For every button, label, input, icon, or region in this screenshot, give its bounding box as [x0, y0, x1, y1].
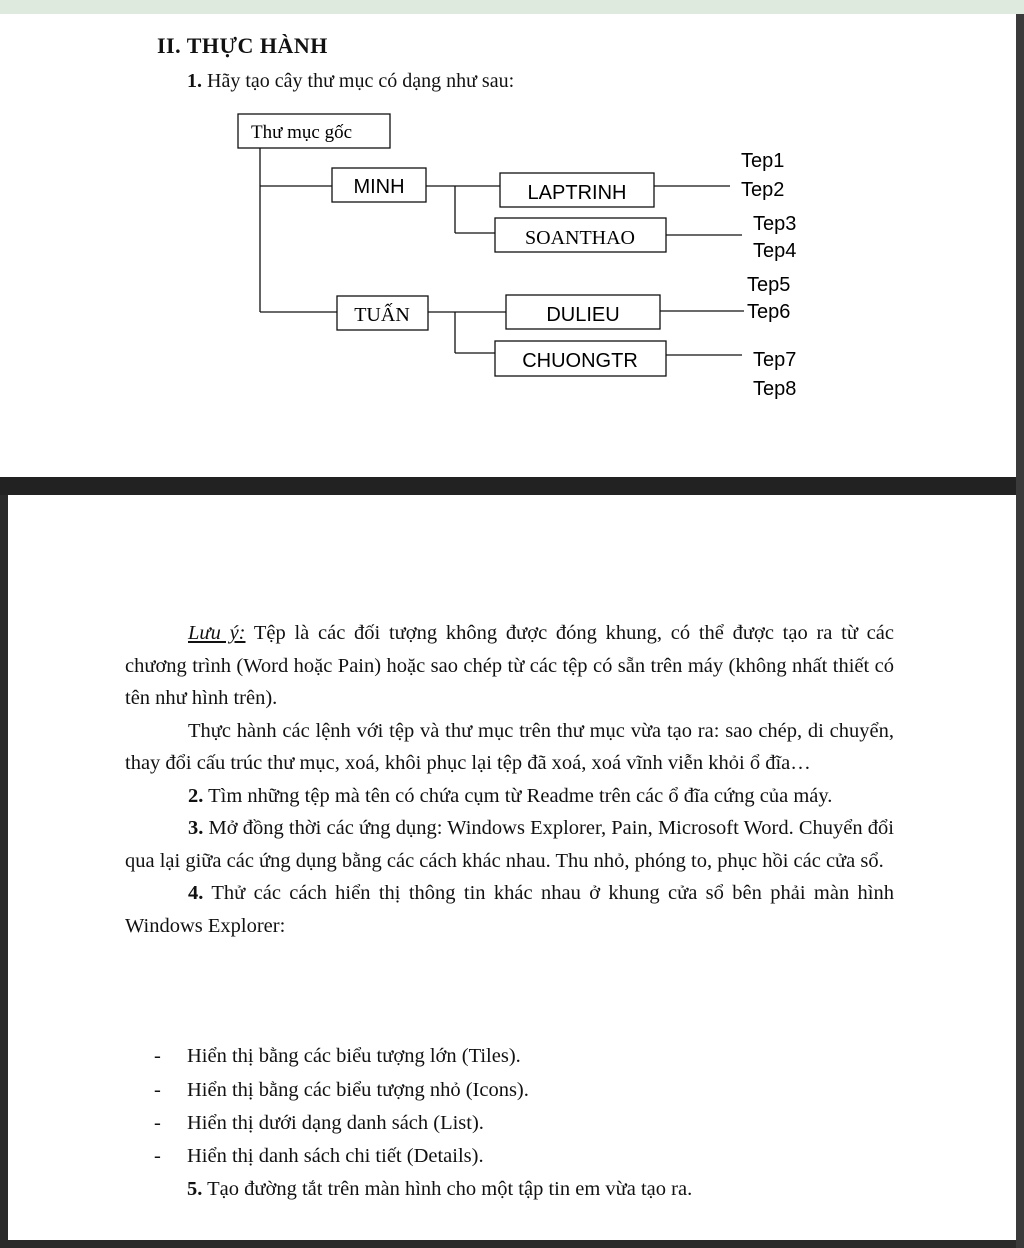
bullet-item: - Hiển thị dưới dạng danh sách (List).: [154, 1112, 484, 1134]
practice-paragraph: Thực hành các lệnh với tệp và thư mục trên thư mục vừa tạo ra: sao chép, di chuyển, thay đổi cấu trúc thư mục, xoá, khôi phục lại tệp đã xoá, xoá vĩnh viễn khỏi ổ đĩa…: [125, 719, 894, 774]
task-5-number: 5.: [187, 1178, 203, 1200]
task-4: [125, 877, 894, 942]
folder-tree-diagram: [0, 14, 1016, 477]
document-page-2: [8, 495, 1016, 1240]
task-5-text: Tạo đường tắt trên màn hình cho một tập tin em vừa tạo ra.: [202, 1178, 693, 1200]
page-separator: [0, 477, 1024, 495]
task-4-text: Thử các cách hiển thị thông tin khác nhau ở khung cửa sổ bên phải màn hình Windows Explorer:: [125, 882, 894, 937]
folder-chuongtr-label: CHUONGTR: [522, 350, 638, 372]
note-label: Lưu ý:: [188, 622, 246, 644]
task-3-text: Mở đồng thời các ứng dụng: Windows Explorer, Pain, Microsoft Word. Chuyển đổi qua lại giữa các ứng dụng bằng các cách khác nhau. Thu nhỏ, phóng to, phục hồi các cửa sổ.: [125, 817, 894, 872]
task-3-number: 3.: [188, 817, 204, 839]
file-label: Tep6: [747, 301, 791, 323]
folder-dulieu-label: DULIEU: [546, 304, 620, 326]
body-text: [125, 617, 894, 942]
file-label: Tep5: [747, 274, 791, 296]
file-label: Tep2: [741, 179, 785, 201]
task-1-number: 1.: [187, 70, 202, 92]
bullet-item: - Hiển thị bằng các biểu tượng nhỏ (Icons).: [154, 1079, 529, 1101]
folder-tuan-label: TUẤN: [354, 304, 410, 326]
file-label: Tep1: [741, 150, 785, 172]
section-heading: II. THỰC HÀNH: [157, 33, 328, 58]
window-right-edge: [1016, 14, 1024, 1248]
window-top-strip: [0, 0, 1024, 14]
file-label: Tep8: [753, 378, 797, 400]
task-2-number: 2.: [188, 784, 204, 807]
folder-soanthao-label: SOANTHAO: [525, 227, 635, 249]
folder-minh-label: MINH: [353, 176, 405, 198]
note-text: Tệp là các đối tượng không được đóng khung, có thể được tạo ra từ các chương trình (Word hoặc Pain) hoặc sao chép từ các tệp có sẵn trên máy (không nhất thiết có tên như hình trên).: [125, 622, 894, 709]
task-1-text: Hãy tạo cây thư mục có dạng như sau:: [207, 70, 515, 92]
bullet-item: - Hiển thị danh sách chi tiết (Details).: [154, 1145, 484, 1167]
file-label: Tep7: [753, 349, 797, 371]
bullet-item: - Hiển thị bằng các biểu tượng lớn (Tiles).: [154, 1045, 521, 1067]
document-page-1: [0, 14, 1016, 477]
task-3: [125, 812, 894, 877]
root-label: Thư mục gốc: [251, 122, 353, 143]
file-label: Tep3: [753, 213, 797, 235]
folder-laptrinh-label: LAPTRINH: [527, 182, 627, 204]
task-4-number: 4.: [188, 882, 204, 904]
task-2-text: Tìm những tệp mà tên có chứa cụm từ Readme trên các ổ đĩa cứng của máy.: [203, 784, 833, 807]
file-label: Tep4: [753, 240, 797, 262]
task-5: [187, 1178, 692, 1201]
note-paragraph: [125, 617, 894, 715]
task-2: [125, 780, 894, 813]
